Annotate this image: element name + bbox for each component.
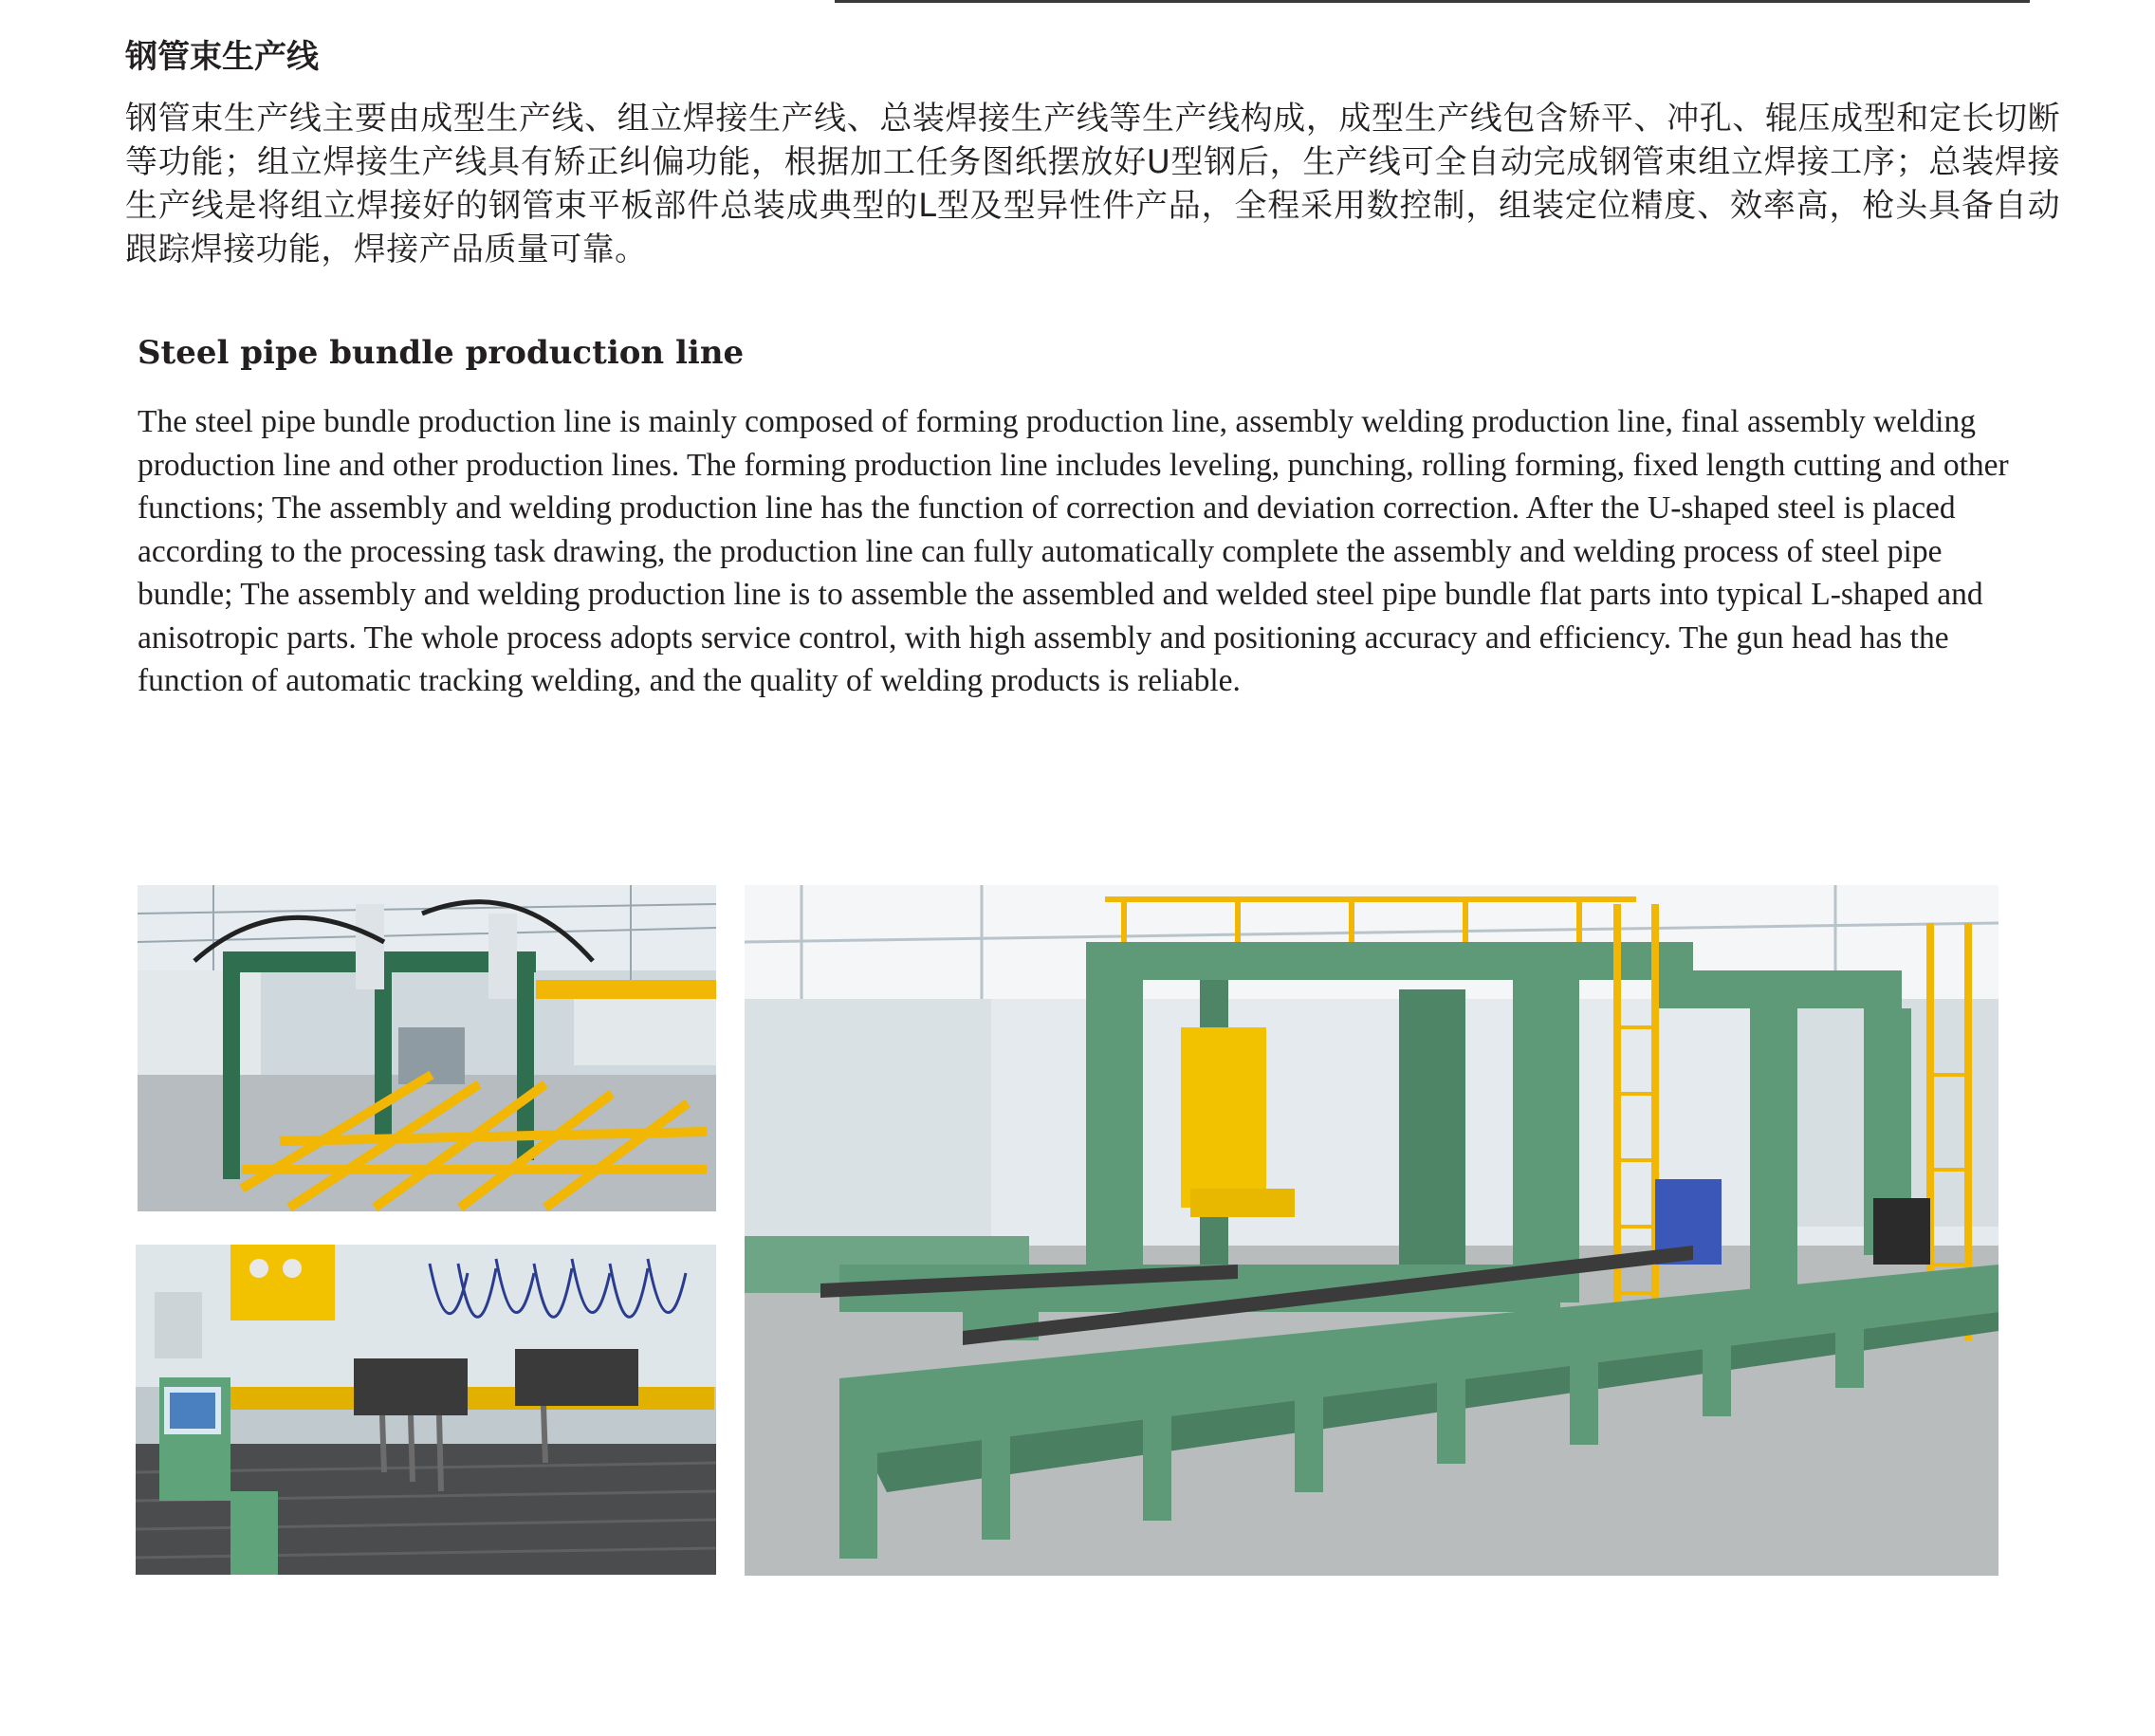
photo-gantry-welding-line (745, 885, 1998, 1576)
section-body-chinese: 钢管束生产线主要由成型生产线、组立焊接生产线、总装焊接生产线等生产线构成，成型生产线包含矫平、冲孔、辊压成型和定长切断等功能；组立焊接生产线具有矫正纠偏功能，根据加工任务图纸摆放好U型钢后，生产线可全自动完成钢管束组立焊接工序；总装焊接生产线是将组立焊接好的钢管束平板部件总装成典型的L型及型异性件产品，全程采用数控制，组装定位精度、效率高，枪头具备自动跟踪焊接功能，焊接产品质量可靠。 (125, 100, 2060, 268)
photo-assembly-welding-line (138, 885, 716, 1211)
section-title-chinese: 钢管束生产线 (125, 38, 319, 76)
photo-cnc-cutting-machine (136, 1245, 716, 1575)
top-divider-line (835, 0, 2030, 3)
section-body-english: The steel pipe bundle production line is mainly composed of forming production line, assembly welding production line, final assembly welding production line and other production lines. The forming production line includes leveling, punching, rolling forming, fixed length cutting and other functions; The assembly and welding production line has the function of correction and deviation correction. After the U-shaped steel is placed according to the processing task drawing, the production line can fully automatically complete the assembly and welding process of steel pipe bundle; The assembly and welding production line is to assemble the assembled and welded steel pipe bundle flat parts into typical L-shaped and anisotropic parts. The whole process adopts service control, with high assembly and positioning accuracy and efficiency. The gun head has the function of automatic tracking welding, and the quality of welding products is reliable. (138, 404, 2009, 698)
section-title-english: Steel pipe bundle production line (138, 334, 745, 372)
